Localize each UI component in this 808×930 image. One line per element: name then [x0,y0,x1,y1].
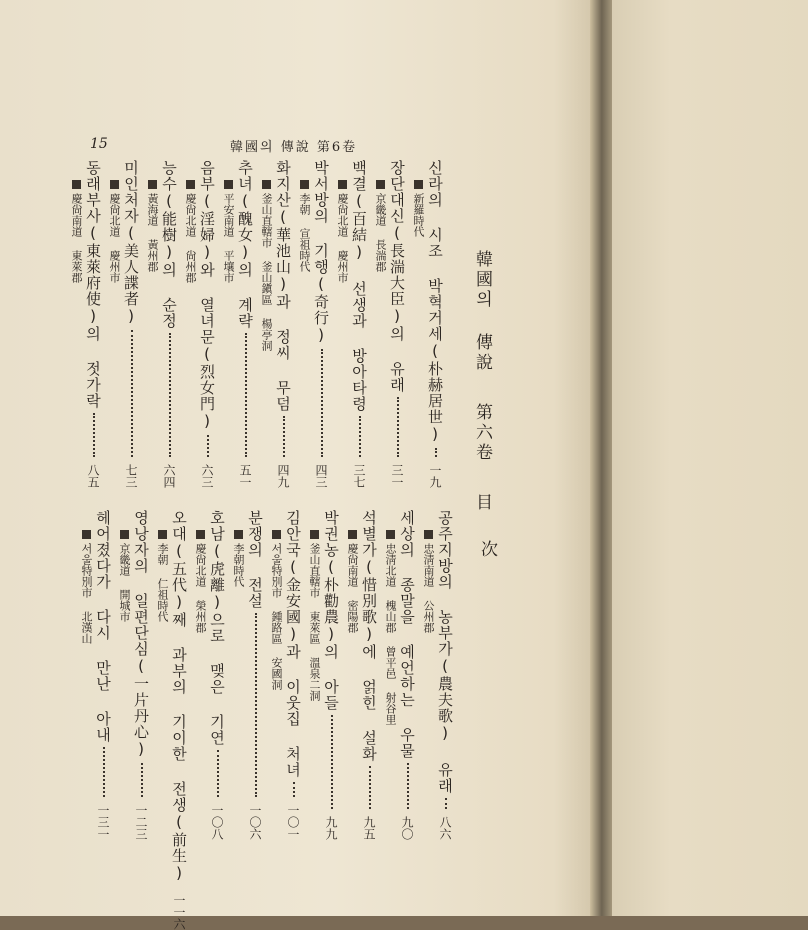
toc-entry-page: 八五 [86,464,100,488]
toc-entry-title: 음부(淫婦)와 열녀문(烈女門) [198,160,216,431]
toc-entry-sub: 李朝時代 [232,543,245,587]
toc-entry-page: 一三一 [96,804,110,840]
bullet-square-icon [262,180,271,189]
toc-entry-sub: 慶尙北道 慶州市 [108,193,121,283]
toc-entry-location [372,180,388,272]
leader-dots [369,766,371,809]
toc-entry-sub: 서울特別市 鍾路區 安國洞 [270,543,283,690]
toc-entry [197,160,218,488]
toc-entry-title: 석별가(惜別歌)에 얽힌 설화 [360,510,378,762]
toc-entry-sub: 忠淸南道 公州郡 [422,543,435,633]
toc-heading-cha-column [475,540,500,557]
toc-entry-sub: 慶尙北道 榮州郡 [194,543,207,633]
toc-entry-title: 미인처자(美人諜者) [122,160,140,326]
leader-dots [397,397,399,457]
toc-entry-title: 신라의 시조 박혁거세(朴赫居世) [426,160,444,444]
toc-entry-sub: 京畿道 長湍郡 [374,193,387,272]
running-head: 韓國의 傳說 第6卷 [230,140,358,155]
toc-entry-page: 五一 [238,464,252,488]
toc-entry-location [382,530,398,725]
toc-entry-sub: 李朝 仁祖時代 [156,543,169,622]
leader-dots [141,763,143,797]
toc-entry-page: 一二三 [134,804,148,840]
toc-entry-page: 一〇八 [210,804,224,840]
toc-entry-page: 四三 [314,464,328,488]
leader-dots [169,333,171,457]
toc-entry-location [258,180,274,351]
toc-entry-title: 장단대신(長湍大臣)의 유래 [388,160,406,393]
toc-entry-title: 호남(虎離)으로 맺은 기연 [208,510,226,746]
leader-dots [93,413,95,457]
toc-entry-sub: 李朝 宣祖時代 [298,193,311,272]
leader-dots [407,763,409,809]
toc-entry-title: 영낭자의 일편단심(一片丹心) [132,510,150,759]
toc-entry-location [68,180,84,283]
right-page [612,0,808,916]
toc-entry-location [296,180,312,272]
toc-entry-location [192,530,208,633]
toc-entry [121,160,142,488]
bullet-square-icon [186,180,195,189]
leader-dots [217,750,219,797]
toc-entry-page: 三一 [390,464,404,488]
bullet-square-icon [424,530,433,539]
leader-dots [245,333,247,457]
toc-entry-location [154,530,170,622]
toc-entry-page: 一一六 [172,894,186,930]
toc-entry [83,160,104,488]
bullet-square-icon [120,530,129,539]
bullet-square-icon [224,180,233,189]
toc-entry-location [116,530,132,622]
bullet-square-icon [82,530,91,539]
toc-entry [397,510,418,840]
toc-entry-page: 六四 [162,464,176,488]
leader-dots [255,613,257,797]
toc-entry-location [144,180,160,272]
bullet-square-icon [414,180,423,189]
toc-entry-title: 김안국(金安國)과 이웃집 처녀 [284,510,302,778]
book-title-column [470,250,495,513]
toc-entry [273,160,294,488]
toc-entry-title: 오대(五代)째 과부의 기이한 전생(前生) [170,510,188,883]
toc-entry-sub: 釜山直轄市 釜山鎭區 楊亭洞 [260,193,273,351]
toc-entry-location [344,530,360,633]
toc-entry-title: 세상의 종말을 예언하는 우물 [398,510,416,759]
toc-entry [93,510,114,840]
bullet-square-icon [234,530,243,539]
toc-entry-sub: 釜山直轄市 東萊區 溫泉二洞 [308,543,321,701]
bullet-square-icon [338,180,347,189]
toc-entry-sub: 黃海道 黃州郡 [146,193,159,272]
toc-entry-page: 九九 [324,816,338,840]
toc-entry-location [268,530,284,690]
toc-entry-title: 추녀(醜女)의 계략 [236,160,254,329]
leader-dots [359,416,361,457]
toc-entry [169,510,190,930]
book-title: 韓國의 傳說 [472,250,492,373]
bullet-square-icon [310,530,319,539]
bullet-square-icon [300,180,309,189]
toc-entry [349,160,370,488]
bullet-square-icon [158,530,167,539]
toc-entry-location [106,180,122,283]
toc-entry [425,160,446,488]
toc-entry [435,510,456,840]
bullet-square-icon [72,180,81,189]
toc-entry-title: 헤어졌다가 다시 만난 아내 [94,510,112,743]
leader-dots [331,715,333,809]
toc-entry-title: 박서방의 기행(奇行) [312,160,330,345]
toc-entry-location [334,180,350,283]
toc-entry [283,510,304,840]
toc-entry-title: 박권농(朴勸農)의 아들 [322,510,340,711]
bullet-square-icon [272,530,281,539]
leader-dots [103,747,105,797]
leader-dots [435,448,437,457]
toc-entry-title: 동래부사(東萊府使)의 젓가락 [84,160,102,409]
toc-entry-page: 一九 [428,464,442,488]
toc-entry-title: 분쟁의 전설 [246,510,264,609]
toc-entry-location [420,530,436,633]
page-number: 15 [90,136,108,152]
toc-heading-mok: 目 [472,493,492,513]
toc-entry-location [230,530,246,587]
toc-entry-location [78,530,94,644]
toc-entry [321,510,342,840]
toc-entry-page: 七三 [124,464,138,488]
leader-dots [445,798,447,809]
toc-entry-page: 四九 [276,464,290,488]
toc-entry-title: 화지산(華池山)과 정씨 무덤 [274,160,292,412]
leader-dots [283,416,285,457]
toc-entry [235,160,256,488]
toc-entry [311,160,332,488]
toc-entry-title: 능수(能樹)의 순정 [160,160,178,329]
toc-entry-sub: 慶尙南道 東萊郡 [70,193,83,283]
leader-dots [131,330,133,457]
toc-entry-page: 一〇六 [248,804,262,840]
toc-entry-page: 三七 [352,464,366,488]
toc-entry [387,160,408,488]
bullet-square-icon [196,530,205,539]
leader-dots [321,349,323,457]
toc-entry [131,510,152,840]
toc-entry-title: 공주지방의 농부가(農夫歌) 유래 [436,510,454,794]
toc-entry-location [306,530,322,701]
toc-entry-sub: 京畿道 開城市 [118,543,131,622]
toc-entry-page: 九〇 [400,816,414,840]
toc-entry-page: 八六 [438,816,452,840]
volume-label: 第六卷 [472,403,492,463]
toc-heading-cha: 次 [477,540,497,557]
bullet-square-icon [148,180,157,189]
toc-entry-sub: 서울特別市 北漢山 [80,543,93,644]
toc-entry [159,160,180,488]
toc-entry-sub: 慶尙北道 慶州市 [336,193,349,283]
toc-entry-page: 九五 [362,816,376,840]
toc-entry-page: 六三 [200,464,214,488]
bullet-square-icon [110,180,119,189]
leader-dots [293,782,295,797]
toc-entry-location [410,180,426,237]
toc-entry-location [220,180,236,283]
toc-entry-sub: 忠淸北道 槐山郡 曾平邑 射谷里 [384,543,397,725]
toc-entry-page: 一〇一 [286,804,300,840]
toc-entry-sub: 平安南道 平壤市 [222,193,235,283]
toc-entry [359,510,380,840]
toc-entry [245,510,266,840]
bullet-square-icon [386,530,395,539]
toc-entry-sub: 新羅時代 [412,193,425,237]
leader-dots [207,435,209,457]
toc-entry-location [182,180,198,283]
toc-entry-sub: 慶尙南道 密陽郡 [346,543,359,633]
bullet-square-icon [348,530,357,539]
toc-entry [207,510,228,840]
toc-entry-sub: 慶尙北道 尙州郡 [184,193,197,283]
bullet-square-icon [376,180,385,189]
toc-entry-title: 백결(百結) 선생과 방아타령 [350,160,368,412]
